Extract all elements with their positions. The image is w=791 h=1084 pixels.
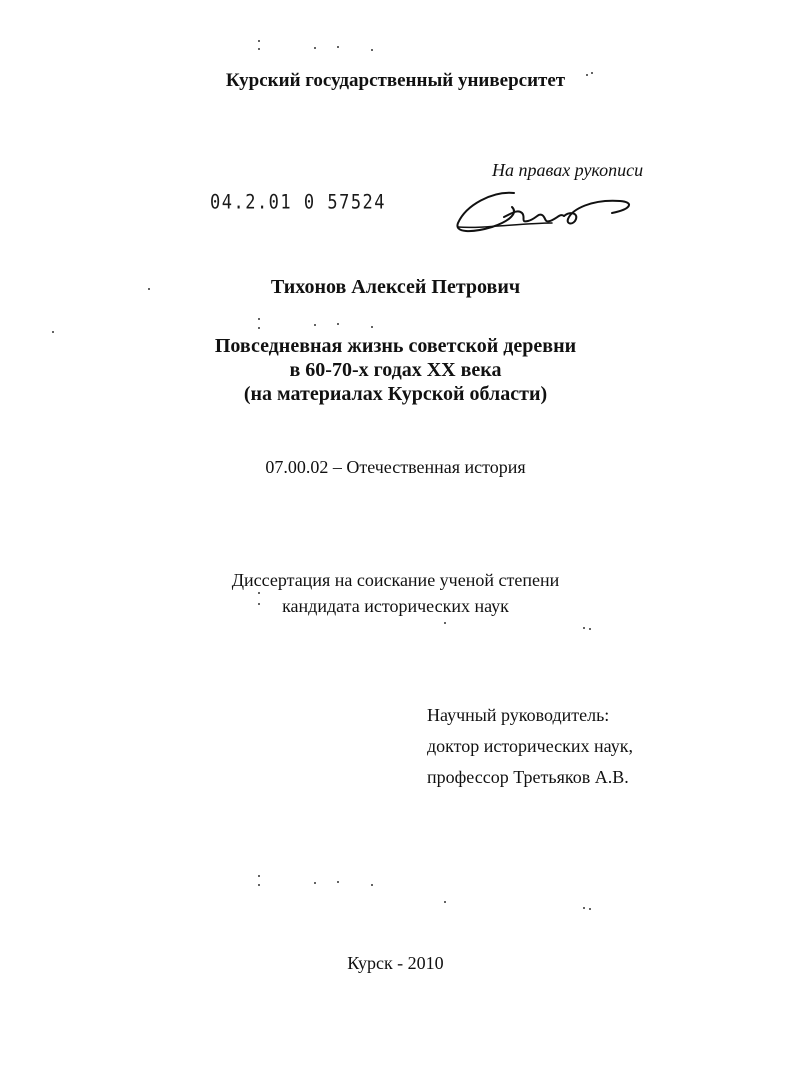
specialty-code: 07.00.02 – Отечественная история [265,457,526,477]
scan-speck [589,908,591,910]
signature-icon [452,183,642,241]
scan-speck [258,592,260,594]
title-line: в 60-70-х годах XX века [289,359,502,381]
supervisor-line: доктор исторических наук, [427,736,633,756]
supervisor-block [427,700,633,793]
title-line: Повседневная жизнь советской деревни [214,335,577,357]
scan-speck [371,49,373,51]
supervisor-line: Научный руководитель: [427,705,610,725]
city-year: Курск - 2010 [347,953,444,973]
dissertation-type [0,567,791,619]
scan-speck [337,881,339,883]
dissertation-line: Диссертация на соискание ученой степени [231,570,560,590]
scan-speck [258,603,260,605]
scan-speck [52,331,54,333]
scan-speck [258,48,260,50]
university-name: Курский государственный университет [225,70,566,91]
manuscript-note: На правах рукописи [492,160,644,180]
scan-speck [337,46,339,48]
scan-speck [258,884,260,886]
scan-speck [148,288,150,290]
scan-speck [583,627,585,629]
scan-speck [444,622,446,624]
scan-speck [258,875,260,877]
scan-speck [337,323,339,325]
scan-speck [591,72,593,74]
scan-speck [314,47,316,49]
scan-speck [371,326,373,328]
dissertation-line: кандидата исторических наук [282,596,509,616]
scan-speck [583,907,585,909]
scan-speck [314,324,316,326]
scan-speck [258,318,260,320]
supervisor-line: профессор Третьяков А.В. [427,767,629,787]
title-line: (на материалах Курской области) [243,383,548,405]
scan-speck [444,901,446,903]
scan-speck [258,327,260,329]
author-name: Тихонов Алексей Петрович [270,276,521,298]
scan-speck [589,628,591,630]
scan-speck [371,884,373,886]
dissertation-title [0,334,791,406]
scan-speck [258,40,260,42]
scan-speck [586,74,588,76]
stamp-number: 04.2.01 0 57524 [210,191,387,214]
scan-speck [314,882,316,884]
